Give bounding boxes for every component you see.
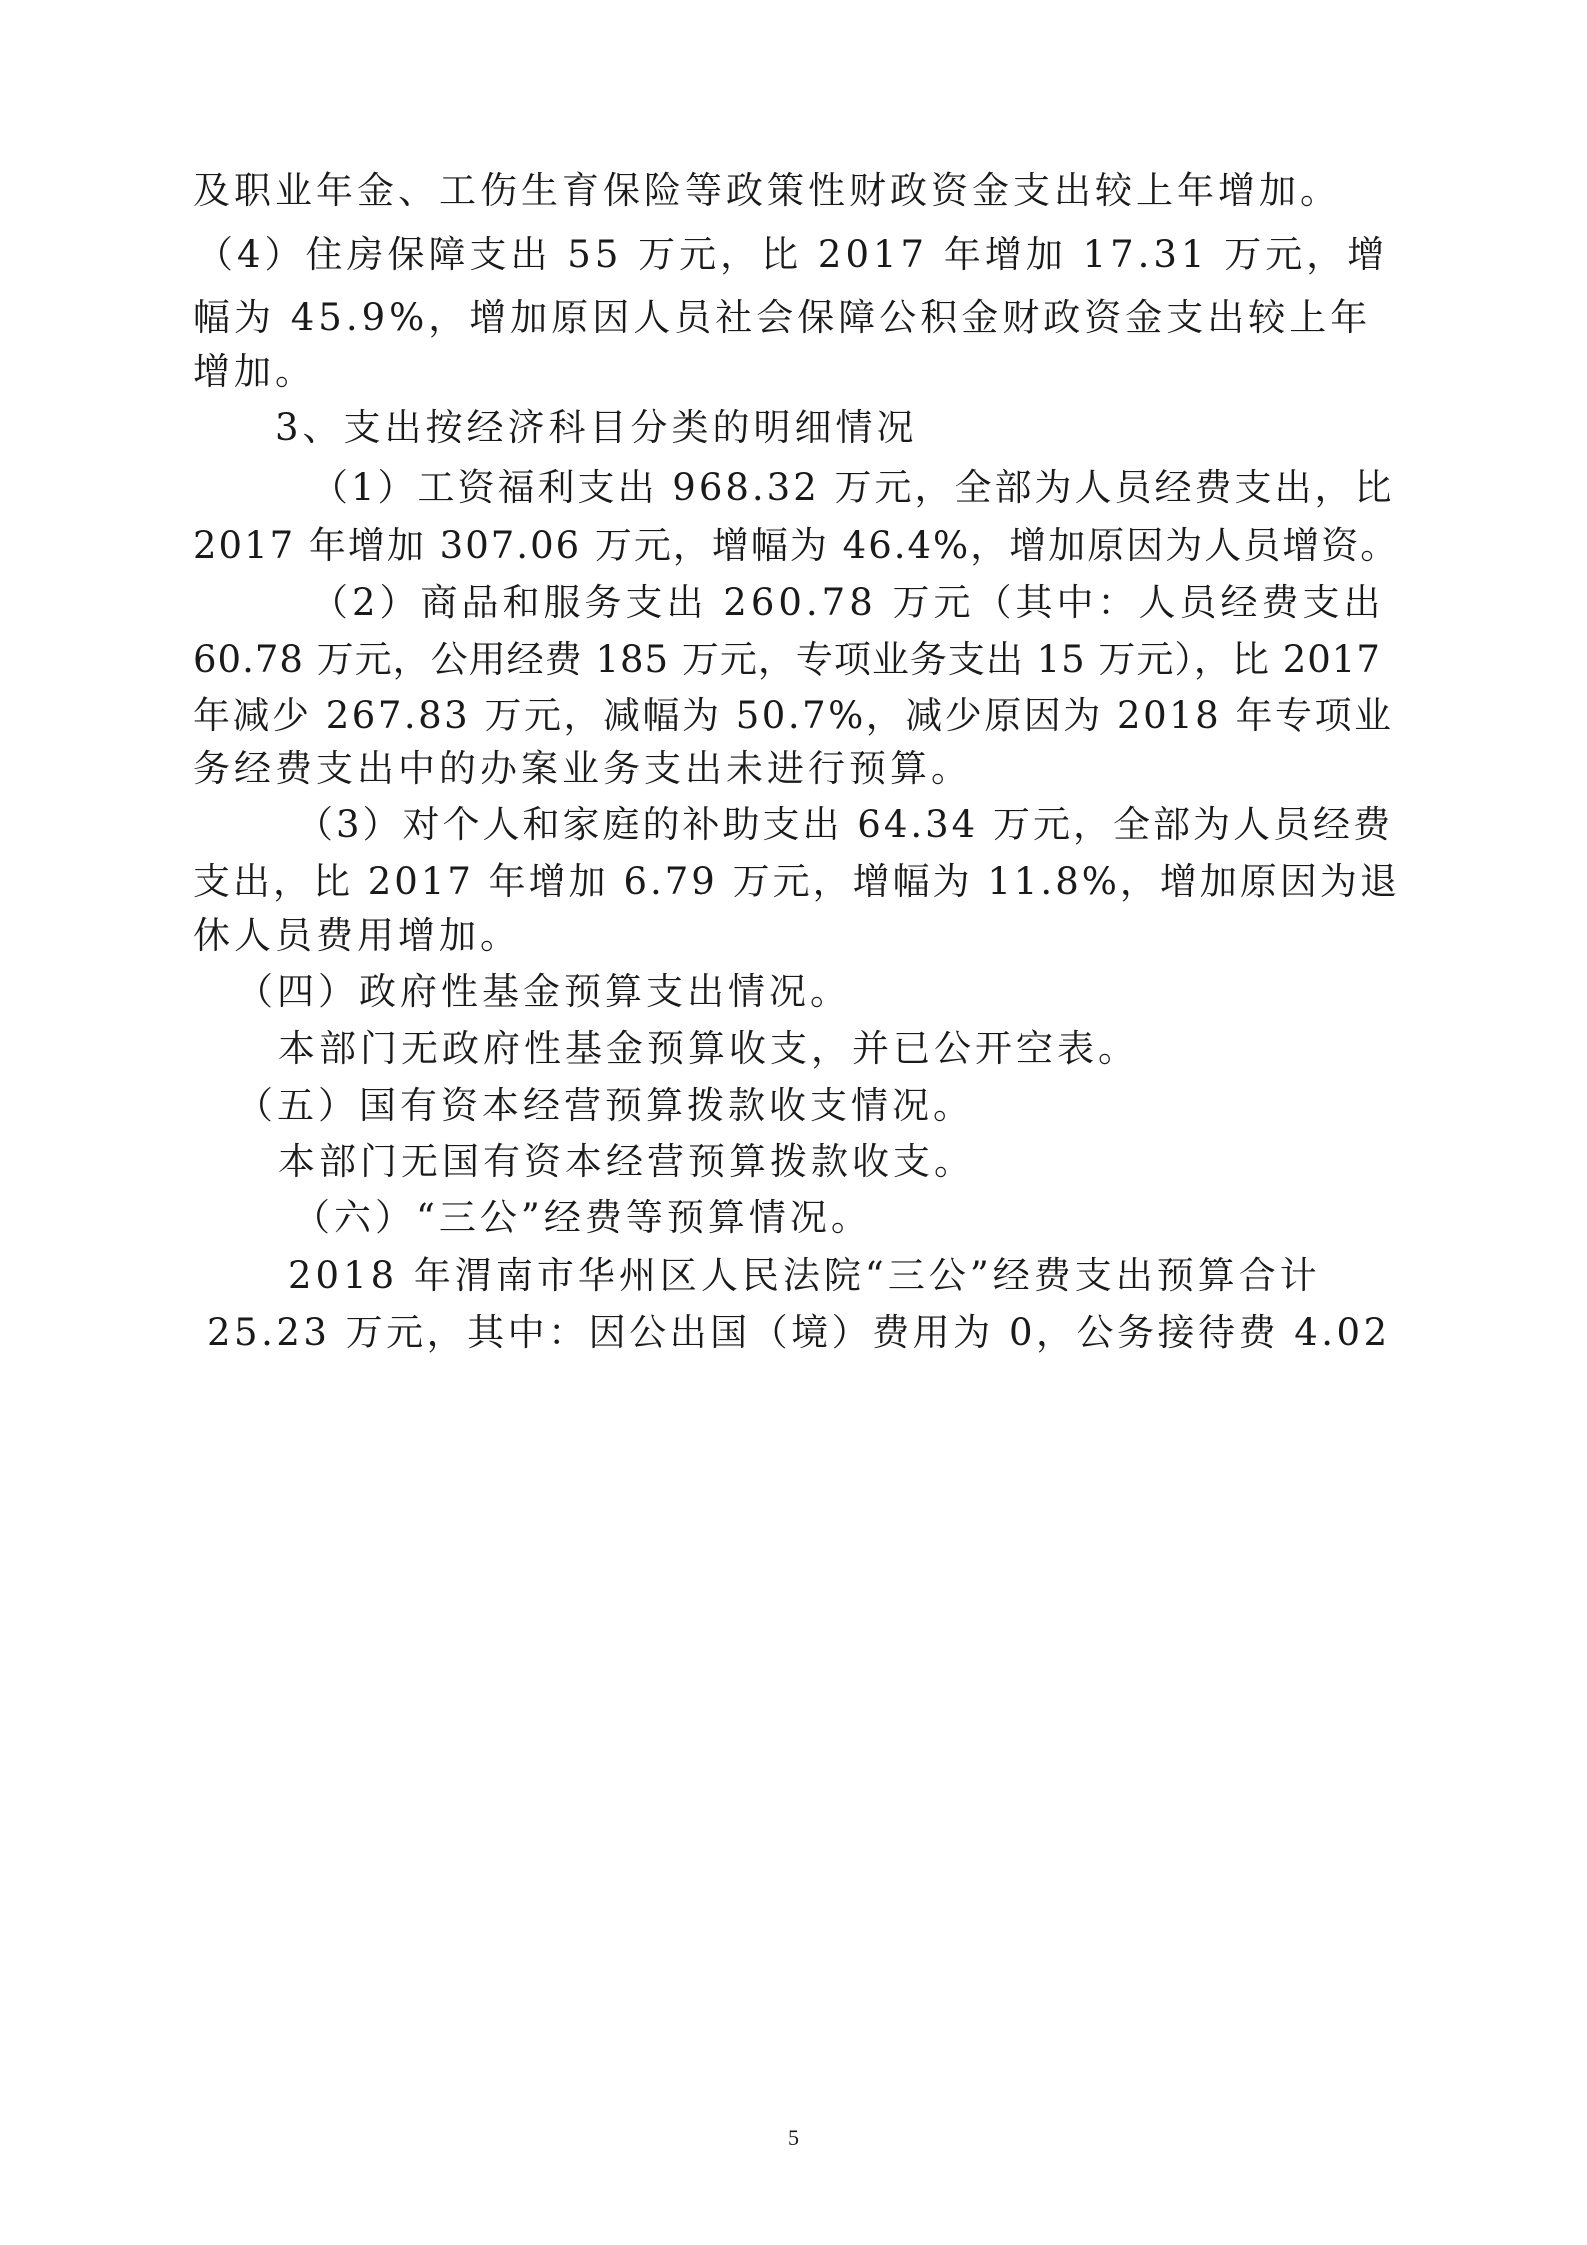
paragraph-line: 2017 年增加 307.06 万元，增幅为 46.4%，增加原因为人员增资。 bbox=[193, 524, 1400, 567]
paragraph-line: 25.23 万元，其中：因公出国（境）费用为 0，公务接待费 4.02 bbox=[207, 1311, 1391, 1354]
paragraph-line: 及职业年金、工伤生育保险等政策性财政资金支出较上年增加。 bbox=[193, 169, 1341, 212]
paragraph-line: 幅为 45.9%，增加原因人员社会保障公积金财政资金支出较上年 bbox=[193, 296, 1372, 339]
section-heading: （六）“三公”经费等预算情况。 bbox=[293, 1196, 872, 1239]
paragraph-line: 本部门无政府性基金预算收支，并已公开空表。 bbox=[278, 1027, 1139, 1070]
paragraph-line: （2）商品和服务支出 260.78 万元（其中：人员经费支出 bbox=[311, 581, 1385, 624]
paragraph-line: 年减少 267.83 万元，减幅为 50.7%，减少原因为 2018 年专项业 bbox=[193, 694, 1394, 737]
section-heading: （四）政府性基金预算支出情况。 bbox=[236, 970, 851, 1013]
paragraph-line: 休人员费用增加。 bbox=[193, 914, 521, 957]
section-heading: （五）国有资本经营预算拨款收支情况。 bbox=[236, 1084, 974, 1127]
paragraph-line: 支出，比 2017 年增加 6.79 万元，增幅为 11.8%，增加原因为退 bbox=[193, 860, 1400, 903]
paragraph-line: 增加。 bbox=[193, 350, 316, 393]
section-heading: 3、支出按经济科目分类的明细情况 bbox=[275, 406, 918, 449]
paragraph-line: （1）工资福利支出 968.32 万元，全部为人员经费支出，比 bbox=[311, 466, 1395, 509]
paragraph-line: 60.78 万元，公用经费 185 万元，专项业务支出 15 万元），比 2017 bbox=[193, 638, 1381, 681]
paragraph-line: 2018 年渭南市华州区人民法院“三公”经费支出预算合计 bbox=[288, 1254, 1321, 1297]
paragraph-line: （4）住房保障支出 55 万元，比 2017 年增加 17.31 万元，增 bbox=[196, 233, 1389, 276]
page-number: 5 bbox=[788, 2125, 799, 2150]
paragraph-line: （3）对个人和家庭的补助支出 64.34 万元，全部为人员经费 bbox=[296, 803, 1393, 846]
paragraph-line: 本部门无国有资本经营预算拨款收支。 bbox=[278, 1140, 975, 1183]
paragraph-line: 务经费支出中的办案业务支出未进行预算。 bbox=[193, 747, 972, 790]
